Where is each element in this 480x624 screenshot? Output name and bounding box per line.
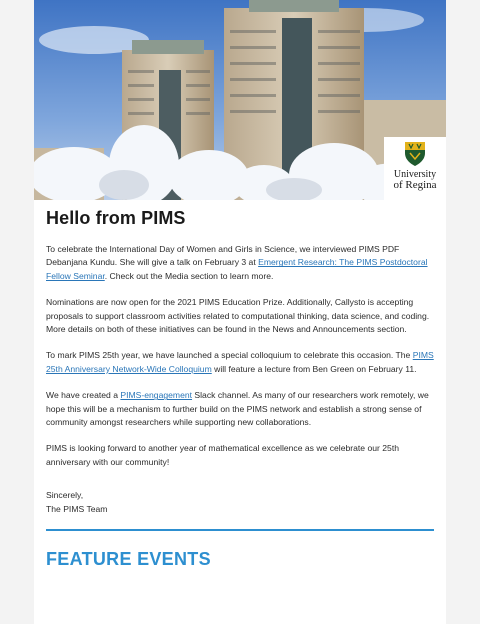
section-divider (46, 529, 434, 531)
signature-greeting: Sincerely, (46, 490, 84, 501)
newsletter-card (34, 0, 446, 624)
paragraph-women-in-science (46, 243, 434, 283)
paragraph-slack (46, 389, 434, 429)
colloquium-link[interactable]: PIMS 25th Anniversary Network-Wide Colloquium (46, 350, 434, 374)
hero-image (34, 0, 446, 200)
signature (46, 489, 434, 516)
newsletter-body (34, 208, 446, 570)
paragraph-text: We have created a (46, 390, 121, 401)
paragraph-colloquium (46, 349, 434, 376)
paragraph-text: will feature a lecture from Ben Green on February 11. (211, 363, 417, 374)
paragraph-text: To celebrate the International Day of Women and Girls in Science, we interviewed PIMS PDF Debanjana Kundu. She will give a talk on February 3 at (46, 244, 400, 268)
logo-text-regina: of Regina (393, 179, 437, 191)
page-heading: Hello from PIMS (46, 208, 186, 228)
signature-team: The PIMS Team (46, 503, 108, 514)
paragraph-anniversary: PIMS is looking forward to another year of mathematical excellence as we celebrate our 25th anniversary with our community! (46, 443, 400, 467)
feature-events-heading: FEATURE EVENTS (46, 549, 211, 570)
paragraph-text: . Check out the Media section to learn more. (104, 270, 274, 281)
paragraph-text: Slack channel. As many of our researchers work remotely, we hope this will be a mechanism to further build on the PIMS network and establish a strong sense of community amongst researchers while supporting new collaborations. (46, 390, 429, 428)
regina-crest-icon (403, 141, 427, 167)
paragraph-text: To mark PIMS 25th year, we have launched a special colloquium to celebrate this occasion. The (46, 350, 413, 361)
pims-engagement-link[interactable]: PIMS-engagement (120, 390, 193, 401)
logo-text-university: University (393, 169, 437, 180)
university-of-regina-logo (384, 137, 446, 200)
paragraph-education-prize: Nominations are now open for the 2021 PIMS Education Prize. Additionally, Callysto is accepting proposals to support classroom activities related to computational thinking, data science, and coding. More details on both of these initiatives can be found in the News and Announcements section. (46, 297, 430, 335)
seminar-link[interactable]: Emergent Research: The PIMS Postdoctoral Fellow Seminar (46, 257, 428, 281)
